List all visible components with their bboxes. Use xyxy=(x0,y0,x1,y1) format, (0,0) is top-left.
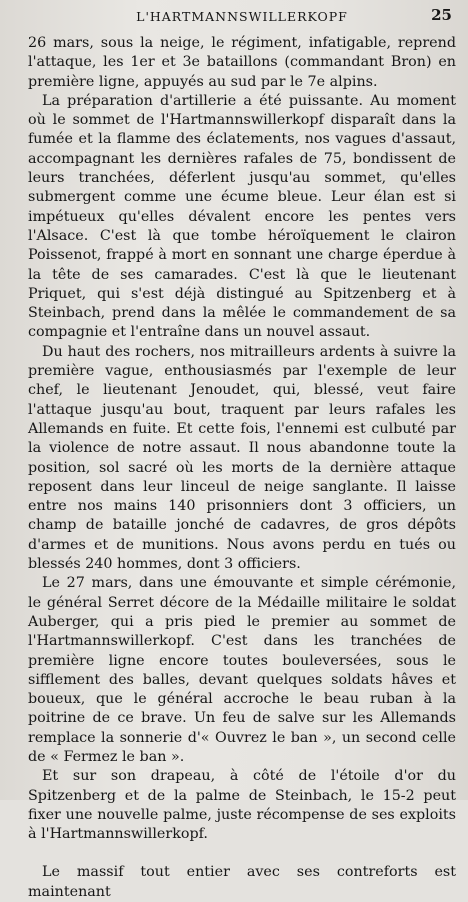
paragraph-gap xyxy=(28,844,456,863)
body-text xyxy=(28,34,456,902)
paragraph-5: Et sur son drapeau, à côté de l'étoile d'or du Spitzenberg et de la palme de Steinbach, le 15-2 peut fixer une nouvelle palme, juste récompense de ses exploits à l'Hartmannswillerkopf. xyxy=(28,768,456,843)
paragraph-6: Le massif tout entier avec ses contreforts est maintenant xyxy=(28,864,456,900)
paragraph-1: 26 mars, sous la neige, le régiment, infatigable, reprend l'attaque, les 1er et 3e bataillons (commandant Bron) en première ligne, appuyés au sud par le 7e alpins. xyxy=(28,35,456,90)
paragraph-3: Du haut des rochers, nos mitrailleurs ardents à suivre la première vague, enthousiasmés par l'exemple de leur chef, le lieutenant Jenoudet, qui, blessé, veut faire l'attaque jusqu'au bout, traquent par leurs rafales les Allemands en fuite. Et cette fois, l'ennemi est culbuté par la violence de notre assaut. Il nous abandonne toute la position, sol sacré où les morts de la dernière attaque reposent dans leur linceul de neige sanglante. Il laisse entre nos mains 140 prisonniers dont 3 officiers, un champ de bataille jonché de cadavres, de gros dépôts d'armes et de munitions. Nous avons perdu en tués ou blessés 240 hommes, dont 3 officiers. xyxy=(28,343,456,573)
page-number: 25 xyxy=(431,6,452,24)
page-header xyxy=(28,6,456,26)
paragraph-2: La préparation d'artillerie a été puissante. Au moment où le sommet de l'Hartmannswillerkopf disparaît dans la fumée et la flamme des éclatements, nos vagues d'assaut, accompagnant les dernières rafales de 75, bondissent de leurs tranchées, déferlent jusqu'au sommet, qu'elles submergent comme une écume bleue. Leur élan est si impétueux qu'elles dévalent encore les pentes vers l'Alsace. C'est là que tombe héroïquement le clairon Poissenot, frappé à mort en sonnant une charge éperdue à la tête de ses camarades. C'est là que le lieutenant Priquet, qui s'est déjà distingué au Spitzenberg et à Steinbach, prend dans la mêlée le commandement de sa compagnie et l'entraîne dans un nouvel assaut. xyxy=(28,92,456,341)
running-title: L'HARTMANNSWILLERKOPF xyxy=(136,9,348,24)
paragraph-4: Le 27 mars, dans une émouvante et simple cérémonie, le général Serret décore de la Médaille militaire le soldat Auberger, qui a pris pied le premier au sommet de l'Hartmannswillerkopf. C'est dans les tranchées de première ligne encore toutes bouleversées, sous le sifflement des balles, devant quelques soldats hâves et boueux, que le général accroche le beau ruban à la poitrine de ce brave. Un feu de salve sur les Allemands remplace la sonnerie d'« Ouvrez le ban », un second celle de « Fermez le ban ». xyxy=(28,575,456,765)
